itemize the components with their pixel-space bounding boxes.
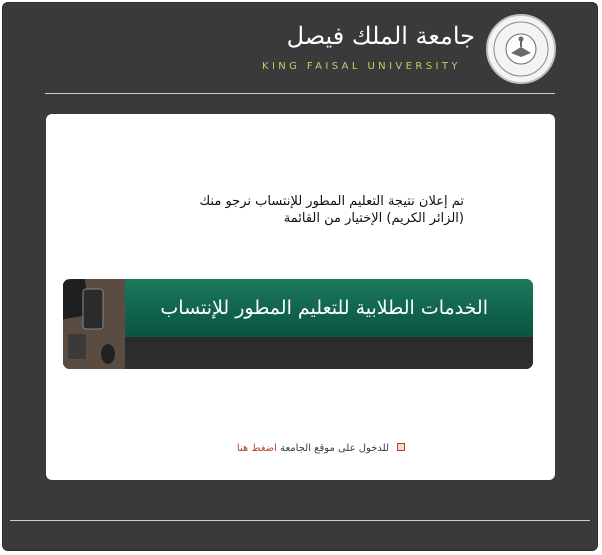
login-text: للدخول على موقع الجامعة xyxy=(280,443,389,454)
bullet-icon xyxy=(397,443,405,451)
login-link[interactable]: اضغط هنا xyxy=(236,443,277,454)
banner-title: الخدمات الطلابية للتعليم المطور للإنتساب xyxy=(160,297,488,319)
announcement-line-2: (الزائر الكريم) الإختيار من القائمة xyxy=(283,211,464,226)
header-divider xyxy=(45,93,555,94)
student-services-banner[interactable] xyxy=(63,279,533,369)
announcement-line-1: تم إعلان نتيجة التعليم المطور للإنتساب نرجو منك xyxy=(199,194,464,209)
university-login-line xyxy=(190,443,405,459)
university-seal-logo xyxy=(485,13,557,85)
university-name-english: KING FAISAL UNIVERSITY xyxy=(262,61,461,72)
announcement-text xyxy=(120,193,464,227)
university-name-arabic: جامعة الملك فيصل xyxy=(286,22,475,50)
footer-divider xyxy=(10,520,590,521)
banner-dark-band xyxy=(63,337,533,369)
desk-photo-image xyxy=(63,279,125,369)
